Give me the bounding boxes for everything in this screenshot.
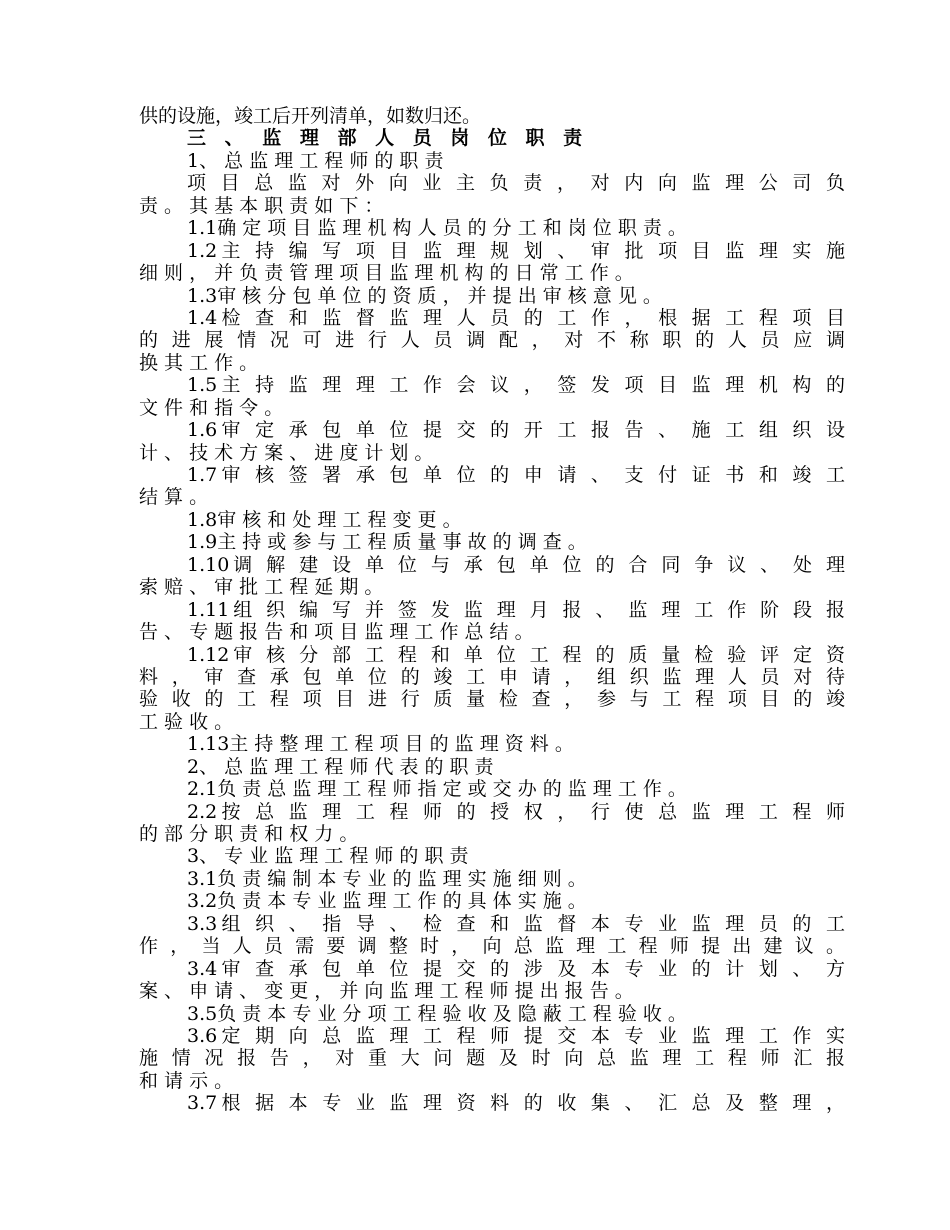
text-line: 3.6定 期 向 总 监 理 工 程 师 提 交 本 专 业 监 理 工 作 实 (187, 1024, 845, 1047)
text-line: 结 算 。 (139, 486, 209, 509)
subsection-heading: 3、 专 业 监 理 工 程 师 的 职 责 (187, 845, 469, 868)
text-line: 换 其 工 作 。 (139, 351, 259, 374)
text-line: 1.13主 持 整 理 工 程 项 目 的 监 理 资 料 。 (187, 733, 574, 756)
text-line: 1.2主 持 编 写 项 目 监 理 规 划 、 审 批 项 目 监 理 实 施 (187, 239, 845, 262)
text-line: 1.3审 核 分 包 单 位 的 资 质 ， 并 提 出 审 核 意 见 。 (187, 284, 662, 307)
text-line: 细 则 ， 并 负 责 管 理 项 目 监 理 机 构 的 日 常 工 作 。 (139, 262, 634, 285)
text-line: 计 、 技 术 方 案 、 进 度 计 划 。 (139, 441, 434, 464)
text-line: 供的设施，竣工后开列清单，如数归还。 (139, 105, 482, 127)
text-line: 3.2负 责 本 专 业 监 理 工 作 的 具 体 实 施 。 (187, 890, 587, 913)
text-line: 责 。 其 基 本 职 责 如 下 ： (139, 194, 384, 217)
text-line: 3.3组 织 、 指 导 、 检 查 和 监 督 本 专 业 监 理 员 的 工 (187, 912, 845, 935)
text-line: 的 部 分 职 责 和 权 力 。 (139, 823, 359, 845)
text-line: 1.1确 定 项 目 监 理 机 构 人 员 的 分 工 和 岗 位 职 责 。 (187, 217, 687, 240)
text-line: 工 验 收 。 (139, 710, 234, 733)
text-line: 1.7审 核 签 署 承 包 单 位 的 申 请 、 支 付 证 书 和 竣 工 (187, 464, 845, 486)
text-line: 1.10调 解 建 设 单 位 与 承 包 单 位 的 合 同 争 议 、 处 理 (187, 553, 845, 576)
text-line: 1.6审 定 承 包 单 位 提 交 的 开 工 报 告 、 施 工 组 织 设 (187, 419, 845, 442)
text-line: 3.7根 据 本 专 业 监 理 资 料 的 收 集 、 汇 总 及 整 理 ， (187, 1092, 845, 1115)
text-line: 3.1负 责 编 制 本 专 业 的 监 理 实 施 细 则 。 (187, 867, 587, 890)
text-line: 1.8审 核 和 处 理 工 程 变 更 。 (187, 508, 462, 531)
text-line: 料 ， 审 查 承 包 单 位 的 竣 工 申 请 ， 组 织 监 理 人 员 对 待 (139, 665, 845, 688)
text-line: 1.5主 持 监 理 理 工 作 会 议 ， 签 发 项 目 监 理 机 构 的 (187, 374, 845, 397)
text-line: 3.4审 查 承 包 单 位 提 交 的 涉 及 本 专 业 的 计 划 、 方 (187, 957, 845, 980)
text-line: 案 、 申 请 、 变 更 ， 并 向 监 理 工 程 师 提 出 报 告 。 (139, 980, 634, 1003)
text-line: 和 请 示 。 (139, 1069, 234, 1092)
text-line: 施 情 况 报 告 ， 对 重 大 问 题 及 时 向 总 监 理 工 程 师 汇 报 (139, 1047, 845, 1070)
text-line: 作 ， 当 人 员 需 要 调 整 时 ， 向 总 监 理 工 程 师 提 出 建 议 。 (139, 935, 845, 958)
text-line: 1.9主 持 或 参 与 工 程 质 量 事 故 的 调 查 。 (187, 531, 587, 554)
text-line: 验 收 的 工 程 项 目 进 行 质 量 检 查 ， 参 与 工 程 项 目 的 竣 (139, 688, 845, 711)
text-line: 2.1负 责 总 监 理 工 程 师 指 定 或 交 办 的 监 理 工 作 。 (187, 778, 687, 801)
text-line: 2.2按 总 监 理 工 程 师 的 授 权 ， 行 使 总 监 理 工 程 师 (187, 800, 845, 823)
subsection-heading: 1、 总 监 理 工 程 师 的 职 责 (187, 149, 444, 172)
text-line: 3.5负 责 本 专 业 分 项 工 程 验 收 及 隐 蔽 工 程 验 收 。 (187, 1002, 687, 1025)
text-line: 文 件 和 指 令 。 (139, 396, 284, 419)
text-line: 项 目 总 监 对 外 向 业 主 负 责 ， 对 内 向 监 理 公 司 负 (187, 172, 845, 195)
subsection-heading: 2、 总 监 理 工 程 师 代 表 的 职 责 (187, 755, 494, 778)
text-line: 告 、 专 题 报 告 和 项 目 监 理 工 作 总 结 。 (139, 621, 534, 644)
section-heading: 三 、 监 理 部 人 员 岗 位 职 责 (187, 127, 589, 150)
text-line: 索 赔 、 审 批 工 程 延 期 。 (139, 576, 384, 599)
document-body (139, 105, 845, 1115)
text-line: 1.12审 核 分 部 工 程 和 单 位 工 程 的 质 量 检 验 评 定 资 (187, 643, 845, 666)
text-line: 的 进 展 情 况 可 进 行 人 员 调 配 ， 对 不 称 职 的 人 员 应 调 (139, 329, 845, 352)
text-line: 1.4检 查 和 监 督 监 理 人 员 的 工 作 ， 根 据 工 程 项 目 (187, 306, 845, 329)
text-line: 1.11组 织 编 写 并 签 发 监 理 月 报 、 监 理 工 作 阶 段 报 (187, 598, 845, 621)
